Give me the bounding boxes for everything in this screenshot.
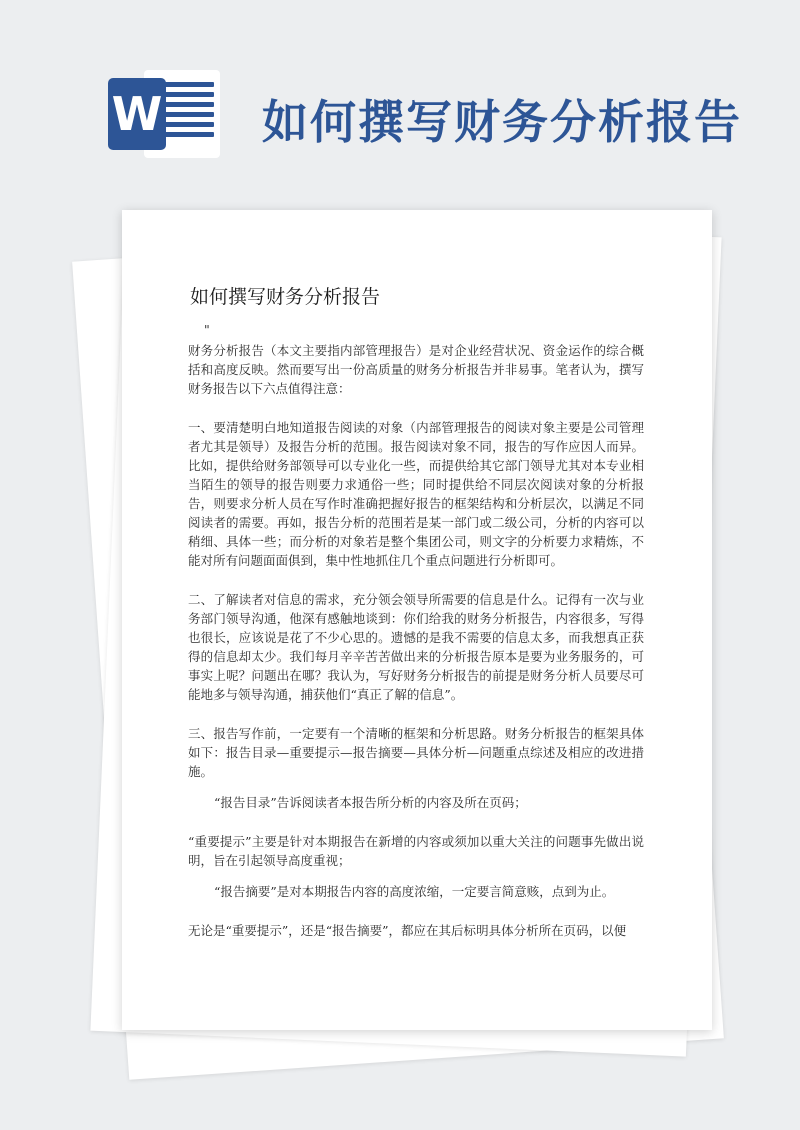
paragraph-point-2: 二、了解读者对信息的需求，充分领会领导所需要的信息是什么。记得有一次与业务部门领导沟通，他深有感触地谈到：你们给我的财务分析报告，内容很多，写得也很长，应该说是花了不少心思的。遗憾的是我不需要的信息太多，而我想真正获得的信息却太少。我们每月辛辛苦苦做出来的分析报告原本是要为业务服务的，可事实上呢？问题出在哪？我认为，写好财务分析报告的前提是财务分析人员要尽可能地多与领导沟通，捕获他们“真正了解的信息”。 [188, 592, 644, 702]
paragraph-point-1: 一、要清楚明白地知道报告阅读的对象（内部管理报告的阅读对象主要是公司管理者尤其是领导）及报告分析的范围。报告阅读对象不同，报告的写作应因人而异。比如，提供给财务部领导可以专业化一些，而提供给其它部门领导尤其对本专业相当陌生的领导的报告则要力求通俗一些；同时提供给不同层次阅读对象的分析报告，则要求分析人员在写作时准确把握好报告的框架结构和分析层次，以满足不同阅读者的需要。再如，报告分析的范围若是某一部门或二级公司，分析的内容可以稍细、具体一些；而分析的对象若是整个集团公司，则文字的分析要力求精炼，不能对所有问题面面俱到，集中性地抓住几个重点问题进行分析即可。 [188, 420, 644, 568]
paragraph-key-notes: “重要提示”主要是针对本期报告在新增的内容或须加以重大关注的问题事先做出说明，旨在引起领导高度重视； [188, 834, 644, 868]
word-letter-badge: W [108, 78, 166, 150]
paragraph-summary: “报告摘要”是对本期报告内容的高度浓缩，一定要言简意赅，点到为止。 [214, 884, 615, 899]
paragraph-intro: 财务分析报告（本文主要指内部管理报告）是对企业经营状况、资金运作的综合概括和高度反映。然而要写出一份高质量的财务分析报告并非易事。笔者认为，撰写财务报告以下六点值得注意： [188, 343, 644, 396]
document-page [122, 210, 712, 1030]
quote-mark: " [204, 322, 210, 337]
document-body [188, 320, 644, 940]
banner-title: 如何撰写财务分析报告 [262, 95, 742, 149]
banner [0, 0, 800, 200]
document-title: 如何撰写财务分析报告 [190, 286, 381, 308]
paragraph-report-toc: “报告目录”告诉阅读者本报告所分析的内容及所在页码； [214, 795, 527, 810]
word-document-icon [108, 70, 220, 158]
paragraph-point-3: 三、报告写作前，一定要有一个清晰的框架和分析思路。财务分析报告的框架具体如下：报告目录—重要提示—报告摘要—具体分析—问题重点综述及相应的改进措施。 [188, 726, 644, 779]
paragraph-page-ref: 无论是“重要提示”，还是“报告摘要”，都应在其后标明具体分析所在页码，以便 [188, 923, 627, 938]
